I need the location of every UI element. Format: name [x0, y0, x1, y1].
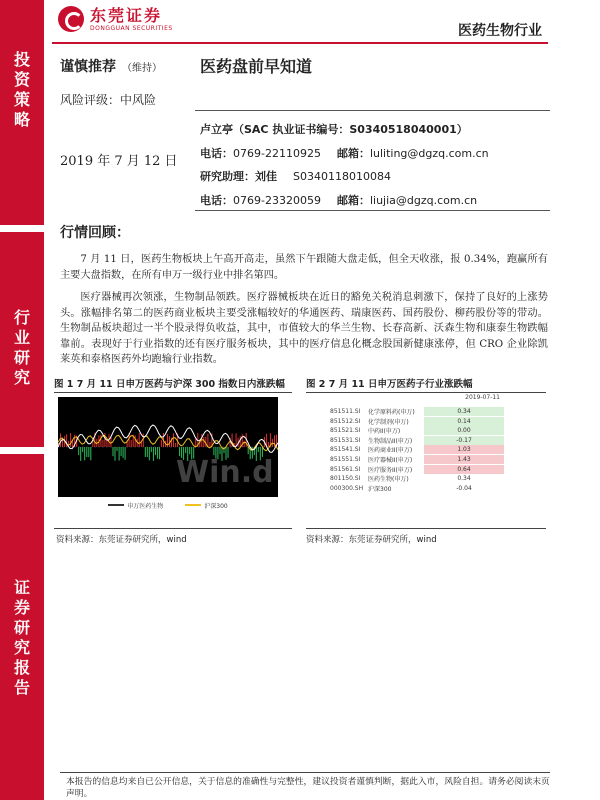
- row-value: 0.34: [424, 474, 504, 483]
- table-row: [330, 455, 504, 464]
- sidebar-char: 究: [13, 638, 30, 657]
- volume-bar: [102, 440, 103, 447]
- assistant-name: 研究助理：刘佳: [200, 170, 277, 183]
- volume-bar: [153, 447, 154, 461]
- author-block: [200, 118, 489, 212]
- row-value: 0.14: [424, 417, 504, 426]
- row-code: 851521.SI: [330, 427, 361, 435]
- volume-bar: [159, 447, 160, 459]
- volume-bar: [92, 442, 93, 447]
- legend-csi300: [185, 501, 227, 510]
- volume-bar: [209, 442, 210, 447]
- table-row: [330, 426, 504, 435]
- table-row: [330, 465, 504, 474]
- row-code: 851541.SI: [330, 446, 361, 454]
- rating-label: 谨慎推荐: [60, 59, 116, 75]
- volume-bar: [258, 447, 259, 452]
- analyst-phone: 0769-22110925: [233, 146, 321, 160]
- footer-divider: [60, 772, 550, 773]
- table-row: [330, 407, 504, 416]
- volume-bar: [78, 447, 79, 455]
- row-value: 1.03: [424, 445, 504, 454]
- volume-bar: [90, 447, 91, 460]
- table-row: [330, 417, 504, 426]
- volume-bar: [151, 447, 152, 452]
- sidebar-char: 投: [13, 50, 30, 69]
- assistant-contact: [200, 189, 489, 213]
- row-code: 851531.SI: [330, 436, 361, 444]
- row-name: 医药生物(申万): [368, 476, 409, 484]
- table-row: [330, 436, 504, 445]
- volume-bar: [143, 434, 144, 447]
- sidebar-char: 行: [13, 308, 30, 327]
- row-code: 851511.SI: [330, 408, 361, 415]
- source-2-rule: [306, 528, 546, 529]
- volume-bar: [84, 447, 85, 460]
- intraday-legend: [58, 500, 278, 510]
- volume-bar: [80, 447, 81, 461]
- volume-bar: [121, 447, 122, 456]
- row-code: 801150.SI: [330, 475, 361, 483]
- sidebar-char: 报: [13, 658, 30, 677]
- email-label: 邮箱：: [336, 193, 370, 207]
- row-value: 0.34: [424, 407, 504, 416]
- report-date: 2019 年 7 月 12 日: [60, 154, 178, 169]
- source-2: 资料来源：东莞证券研究所，wind: [306, 535, 437, 545]
- volume-bar: [123, 447, 124, 458]
- logo-mark-icon: [58, 6, 84, 32]
- figure-1-caption: 图 1 7 月 11 日申万医药与沪深 300 指数日内涨跌幅: [54, 379, 285, 390]
- wind-watermark: Win.d: [176, 455, 274, 490]
- paragraph-2: 医疗器械再次领涨，生物制品领跌。医疗器械板块在近日的豁免关税消息刺激下，保持了良好的上涨势头。涨幅排名第二的医药商业板块主要受涨幅较好的华通医药、瑞康医药、国药股份、柳药股份等的带动。生物制品板块超过一半个股录得负收益，其中，市值较大的华兰生物、长春高新、沃森生物和康泰生物跌幅靠前。表现好于行业指数的还有医疗服务板块，其中的医疗信息化概念股国新健康涨停，但 CRO 企业除凯莱英和泰格医药外均跑输行业指数。: [60, 292, 548, 365]
- row-name: 医药商业II(申万): [368, 447, 413, 455]
- volume-bar: [173, 433, 174, 447]
- phone-label: 电话：: [200, 146, 233, 160]
- logo-text: [90, 7, 173, 32]
- figure-2-rule: [306, 392, 546, 393]
- report-title: 医药盘前早知道: [200, 57, 313, 76]
- volume-bar: [175, 443, 176, 447]
- volume-bar: [131, 440, 132, 447]
- volume-bar: [244, 441, 245, 447]
- volume-bar: [117, 447, 118, 451]
- section-title: 行情回顾：: [60, 225, 130, 241]
- row-name: 化学制剂(申万): [368, 418, 409, 426]
- company-logo: [58, 6, 173, 32]
- source-1: 资料来源：东莞证券研究所，wind: [56, 535, 187, 545]
- row-name: 生物制品II(申万): [368, 437, 413, 445]
- volume-bar: [113, 447, 114, 456]
- volume-bar: [213, 447, 214, 455]
- volume-bar: [147, 447, 148, 457]
- table-row: [330, 445, 504, 454]
- assistant-email[interactable]: liujia@dgzq.com.cn: [369, 193, 478, 207]
- sidebar-char: 究: [13, 368, 30, 387]
- source-1-rule: [54, 528, 292, 529]
- volume-bar: [100, 435, 101, 447]
- analyst-email[interactable]: luliting@dgzq.com.cn: [369, 146, 489, 160]
- volume-bar: [149, 447, 150, 460]
- row-code: 851561.SI: [330, 465, 361, 473]
- sidebar-char: 研: [13, 348, 30, 367]
- volume-bar: [86, 447, 87, 457]
- paragraph-1: 7 月 11 日，医药生物板块上午高开高走，虽然下午跟随大盘走低，但全天收涨，报 0.34%，跑赢所有主要大盘指数，在所有申万一级行业中排名第四。: [60, 254, 548, 281]
- volume-bar: [195, 439, 196, 447]
- volume-bar: [185, 447, 186, 453]
- legend-csi300-label: 沪深300: [204, 502, 228, 510]
- industry-label: 医药生物行业: [458, 23, 542, 39]
- volume-bar: [82, 447, 83, 452]
- volume-bar: [60, 433, 61, 447]
- row-code: 851551.SI: [330, 456, 361, 463]
- sidebar-char: 业: [13, 328, 30, 347]
- volume-bar: [66, 434, 67, 447]
- volume-bar: [169, 436, 170, 447]
- sidebar-char: 资: [13, 70, 30, 89]
- legend-pharma: [108, 501, 163, 510]
- volume-bar: [268, 442, 269, 447]
- assistant-line: [200, 165, 489, 189]
- row-value: 0.64: [424, 465, 504, 474]
- row-value: 0.00: [424, 426, 504, 435]
- volume-bar: [157, 447, 158, 459]
- row-code: 000300.SH: [330, 484, 364, 492]
- volume-bar: [106, 441, 107, 447]
- volume-bar: [248, 447, 249, 454]
- row-name: 沪深300: [368, 485, 392, 493]
- sidebar-char: 研: [13, 618, 30, 637]
- intraday-chart-svg: [58, 397, 278, 497]
- volume-bar: [70, 433, 71, 447]
- logo-cn: 东莞证券: [90, 5, 163, 25]
- intraday-chart: [58, 397, 278, 497]
- table-row: [330, 484, 504, 493]
- row-value: -0.04: [424, 484, 504, 493]
- volume-bar: [115, 447, 116, 461]
- figure-1-rule: [54, 392, 292, 393]
- legend-pharma-label: 申万医药生物: [127, 502, 164, 510]
- sidebar-block-strategy: [0, 0, 44, 225]
- volume-bar: [135, 435, 136, 447]
- volume-bar: [207, 434, 208, 447]
- assistant-phone: 0769-23320059: [233, 193, 321, 207]
- volume-bar: [139, 433, 140, 447]
- sidebar-char: 券: [13, 598, 30, 617]
- author-divider: [195, 210, 550, 211]
- row-value: 1.43: [424, 455, 504, 464]
- volume-bar: [119, 447, 120, 461]
- volume-bar: [161, 440, 162, 447]
- figure-2-caption: 图 2 7 月 11 日申万医药子行业涨跌幅: [306, 379, 473, 390]
- row-name: 化学原料药(申万): [368, 409, 415, 416]
- volume-bar: [155, 447, 156, 455]
- email-label: 邮箱：: [336, 146, 370, 160]
- row-value: -0.17: [424, 436, 504, 445]
- header-divider: [52, 42, 548, 44]
- volume-bar: [145, 447, 146, 457]
- sidebar: [0, 0, 44, 800]
- sidebar-char: 策: [13, 90, 30, 109]
- assistant-cert: S0340118010084: [293, 170, 391, 183]
- phone-label: 电话：: [200, 193, 233, 207]
- volume-bar: [189, 447, 190, 454]
- sidebar-char: 告: [13, 678, 30, 697]
- row-name: 医疗器械II(申万): [368, 457, 413, 464]
- table-header-date: 2019-07-11: [465, 394, 500, 401]
- risk-level: 风险评级：中风险: [60, 93, 157, 107]
- row-name: 医疗服务II(申万): [368, 466, 413, 474]
- title-divider: [195, 110, 550, 111]
- sidebar-char: 略: [13, 110, 30, 129]
- rating-note: （维持）: [122, 63, 162, 74]
- sidebar-char: 证: [13, 578, 30, 597]
- logo-en: DONGGUAN SECURITIES: [90, 24, 173, 32]
- sidebar-block-industry: [0, 232, 44, 447]
- volume-bar: [203, 437, 204, 447]
- volume-bar: [220, 447, 221, 454]
- analyst-line: 卢立亭（SAC 执业证书编号：S0340518040001）: [200, 123, 468, 136]
- volume-bar: [88, 447, 89, 457]
- row-code: 851512.SI: [330, 417, 361, 425]
- volume-bar: [240, 436, 241, 447]
- disclaimer: 本报告的信息均来自已公开信息，关于信息的准确性与完整性，建议投资者谨慎判断，据此入市，风险自担。请务必阅读末页声明。: [66, 777, 550, 799]
- row-name: 中药II(申万): [368, 428, 401, 436]
- volume-bar: [125, 447, 126, 460]
- table-row: [330, 474, 504, 483]
- sidebar-block-report: [0, 454, 44, 800]
- rating: [60, 56, 162, 76]
- volume-bar: [236, 433, 237, 447]
- analyst-contact: [200, 142, 489, 166]
